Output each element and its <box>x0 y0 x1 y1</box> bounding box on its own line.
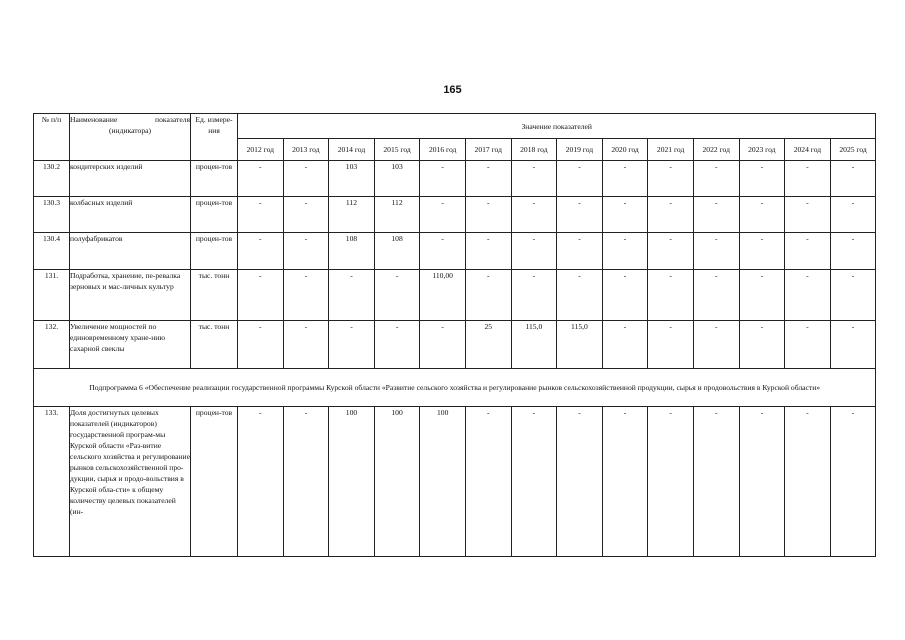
value-cell: - <box>283 233 329 270</box>
value-cell: - <box>602 270 648 321</box>
header-year: 2013 год <box>283 139 329 161</box>
indicators-table <box>33 113 876 557</box>
value-cell: - <box>648 407 694 557</box>
header-year: 2021 год <box>648 139 694 161</box>
value-cell: - <box>511 233 557 270</box>
value-cell: - <box>557 270 603 321</box>
value-cell: - <box>283 197 329 233</box>
value-cell: - <box>693 233 739 270</box>
page-number: 165 <box>443 84 462 96</box>
header-year: 2022 год <box>693 139 739 161</box>
value-cell: - <box>693 407 739 557</box>
header-year: 2016 год <box>420 139 466 161</box>
value-cell: - <box>420 161 466 197</box>
value-cell: - <box>739 407 785 557</box>
subprogram-title: Подпрограмма 6 «Обеспечение реализации государственной программы Курской области «Развитие сельского хозяйства и регулирование рынков сельскохозяйственной продукции, сырья и продовольствия в Курской области» <box>34 369 876 407</box>
value-cell: - <box>693 197 739 233</box>
value-cell: 100 <box>420 407 466 557</box>
indicator-name: Увеличение мощностей по единовременному хране-нию сахарной свеклы <box>70 321 191 369</box>
value-cell: - <box>374 321 420 369</box>
value-cell: - <box>329 321 375 369</box>
indicator-name: Подработка, хранение, пе-ревалка зерновых и мас-личных культур <box>70 270 191 321</box>
unit-cell: процен-тов <box>191 233 238 270</box>
header-year: 2020 год <box>602 139 648 161</box>
header-num: № п/п <box>34 114 70 161</box>
header-year: 2024 год <box>785 139 831 161</box>
value-cell: 100 <box>329 407 375 557</box>
header-year: 2014 год <box>329 139 375 161</box>
header-year: 2025 год <box>830 139 876 161</box>
value-cell: - <box>602 197 648 233</box>
indicator-name: Доля достигнутых целевых показателей (индикаторов) государственной програм-мы Курской области «Раз-витие сельского хозяйства и регулирование рынков сельскохозяйственной про-дукции, сырья и продо-вольствия в Курской обла-сти» к общему количеству целевых показателей (ин- <box>70 407 191 557</box>
value-cell: - <box>785 233 831 270</box>
header-year: 2023 год <box>739 139 785 161</box>
value-cell: - <box>511 197 557 233</box>
header-year: 2017 год <box>465 139 511 161</box>
value-cell: - <box>238 233 284 270</box>
value-cell: 112 <box>329 197 375 233</box>
row-number: 130.3 <box>34 197 70 233</box>
header-unit: Ед. измере-ния <box>191 114 238 161</box>
value-cell: - <box>511 270 557 321</box>
value-cell: - <box>238 197 284 233</box>
value-cell: - <box>785 270 831 321</box>
header-year: 2019 год <box>557 139 603 161</box>
value-cell: 108 <box>374 233 420 270</box>
value-cell: - <box>830 161 876 197</box>
header-year: 2012 год <box>238 139 284 161</box>
value-cell: 103 <box>329 161 375 197</box>
unit-cell: процен-тов <box>191 197 238 233</box>
indicator-name: колбасных изделий <box>70 197 191 233</box>
unit-cell: процен-тов <box>191 407 238 557</box>
value-cell: - <box>785 407 831 557</box>
value-cell: - <box>739 197 785 233</box>
value-cell: - <box>465 270 511 321</box>
value-cell: - <box>557 197 603 233</box>
value-cell: - <box>693 321 739 369</box>
row-number: 132. <box>34 321 70 369</box>
value-cell: - <box>830 270 876 321</box>
value-cell: - <box>465 161 511 197</box>
value-cell: - <box>602 407 648 557</box>
value-cell: - <box>602 321 648 369</box>
value-cell: 115,0 <box>511 321 557 369</box>
row-number: 133. <box>34 407 70 557</box>
value-cell: - <box>283 161 329 197</box>
value-cell: - <box>648 161 694 197</box>
value-cell: - <box>830 321 876 369</box>
value-cell: - <box>465 233 511 270</box>
header-values: Значение показателей <box>238 114 876 139</box>
value-cell: - <box>648 233 694 270</box>
value-cell: - <box>785 161 831 197</box>
value-cell: - <box>602 233 648 270</box>
value-cell: - <box>238 407 284 557</box>
value-cell: - <box>557 161 603 197</box>
value-cell: - <box>511 407 557 557</box>
value-cell: - <box>329 270 375 321</box>
value-cell: 100 <box>374 407 420 557</box>
value-cell: - <box>283 270 329 321</box>
value-cell: - <box>283 321 329 369</box>
value-cell: - <box>648 321 694 369</box>
value-cell: - <box>648 197 694 233</box>
value-cell: - <box>238 270 284 321</box>
value-cell: - <box>602 161 648 197</box>
table-row <box>34 233 876 270</box>
table-row <box>34 407 876 557</box>
value-cell: 103 <box>374 161 420 197</box>
value-cell: - <box>739 321 785 369</box>
value-cell: - <box>420 197 466 233</box>
table-row <box>34 270 876 321</box>
row-number: 130.4 <box>34 233 70 270</box>
value-cell: - <box>739 233 785 270</box>
value-cell: - <box>283 407 329 557</box>
value-cell: - <box>557 407 603 557</box>
table-row <box>34 321 876 369</box>
value-cell: - <box>420 321 466 369</box>
unit-cell: тыс. тонн <box>191 321 238 369</box>
value-cell: 108 <box>329 233 375 270</box>
value-cell: 112 <box>374 197 420 233</box>
row-number: 131. <box>34 270 70 321</box>
header-year: 2018 год <box>511 139 557 161</box>
header-name: Наименование показателя (индикатора) <box>70 114 191 161</box>
value-cell: - <box>693 161 739 197</box>
value-cell: - <box>557 233 603 270</box>
subprogram-row <box>34 369 876 407</box>
indicator-name: полуфабрикатов <box>70 233 191 270</box>
table-row <box>34 161 876 197</box>
value-cell: - <box>830 197 876 233</box>
value-cell: - <box>830 407 876 557</box>
header-year: 2015 год <box>374 139 420 161</box>
value-cell: 115,0 <box>557 321 603 369</box>
value-cell: - <box>465 407 511 557</box>
value-cell: - <box>238 321 284 369</box>
value-cell: - <box>420 233 466 270</box>
unit-cell: процен-тов <box>191 161 238 197</box>
indicator-name: кондитерских изделий <box>70 161 191 197</box>
value-cell: - <box>830 233 876 270</box>
value-cell: - <box>785 321 831 369</box>
value-cell: - <box>739 270 785 321</box>
value-cell: - <box>238 161 284 197</box>
value-cell: - <box>374 270 420 321</box>
value-cell: - <box>785 197 831 233</box>
value-cell: - <box>739 161 785 197</box>
value-cell: 25 <box>465 321 511 369</box>
row-number: 130.2 <box>34 161 70 197</box>
unit-cell: тыс. тонн <box>191 270 238 321</box>
table-row <box>34 197 876 233</box>
value-cell: 110,00 <box>420 270 466 321</box>
value-cell: - <box>511 161 557 197</box>
value-cell: - <box>693 270 739 321</box>
value-cell: - <box>648 270 694 321</box>
value-cell: - <box>465 197 511 233</box>
